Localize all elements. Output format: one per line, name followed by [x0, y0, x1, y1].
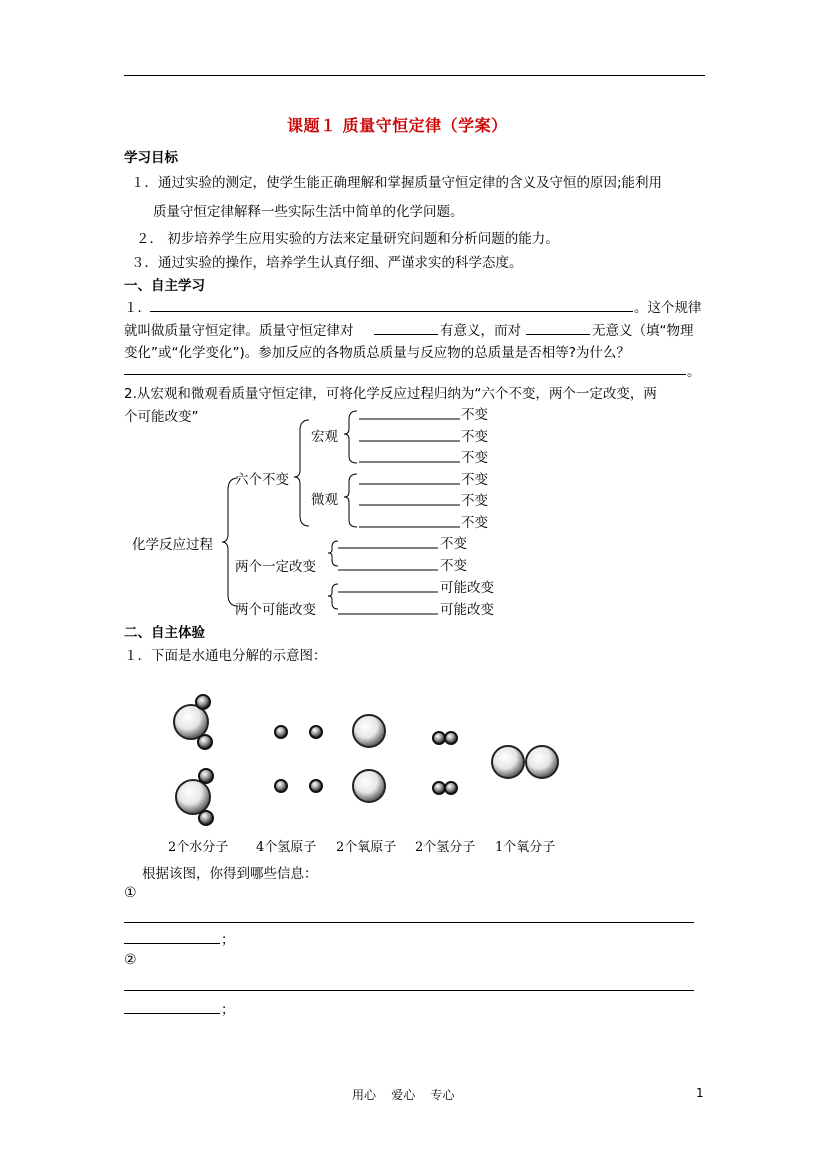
must-1-unchanged: 不变 [440, 536, 467, 552]
answer-1-line-2[interactable] [124, 943, 220, 944]
s2-q1: １．下面是水通电分解的示意图： [124, 648, 327, 664]
diagram-two-must-label: 两个一定改变 [235, 559, 316, 575]
answer-1-line-1[interactable] [124, 922, 694, 923]
hydrogen-molecules [433, 732, 457, 794]
page-number: 1 [696, 1086, 704, 1100]
objective-1-line-2: 质量守恒定律解释一些实际生活中简单的化学问题。 [153, 204, 464, 220]
water-molecule-1 [174, 695, 212, 749]
q2-line-2: 个可能改变” [124, 409, 199, 425]
diagram-six-label: 六个不变 [235, 472, 289, 488]
answer-marker-2: ② [124, 952, 137, 968]
header-rule [124, 75, 705, 76]
caption-h-molecules: 2个氢分子 [415, 840, 476, 855]
diagram-root-label: 化学反应过程 [132, 537, 213, 553]
q1-blank-chemical[interactable] [526, 334, 590, 335]
micro-2-unchanged: 不变 [461, 493, 488, 509]
q1-line-3: 变化”或“化学变化”)。参加反应的各物质总质量与反应物的总质量是否相等?为什么？ [124, 345, 630, 361]
answer-2-line-2[interactable] [124, 1013, 220, 1014]
brace-micro [344, 474, 357, 527]
objective-3: ３．通过实验的操作，培养学生认真仔细、严谨求实的科学态度。 [131, 255, 523, 271]
micro-3-unchanged: 不变 [461, 515, 488, 531]
oxygen-atoms [353, 715, 385, 802]
diagram-macro-label: 宏观 [311, 429, 338, 445]
answer-2-semicolon: ； [221, 1002, 235, 1018]
must-2-unchanged: 不变 [440, 558, 467, 574]
objectives-heading: 学习目标 [124, 150, 178, 166]
answer-2-line-1[interactable] [124, 990, 694, 991]
footer-motto: 用心 爱心 专心 [352, 1088, 455, 1102]
objective-2: ２． 初步培养学生应用实验的方法来定量研究问题和分析问题的能力。 [136, 231, 559, 247]
macro-3-unchanged: 不变 [461, 450, 488, 466]
brace-root [222, 478, 238, 606]
q1-suffix: 。这个规律 [634, 300, 702, 316]
caption-o-atoms: 2个氧原子 [336, 840, 397, 855]
q1-answer-line[interactable] [124, 374, 686, 375]
may-2-may-change: 可能改变 [440, 602, 494, 618]
section-1-heading: 一、自主学习 [124, 278, 205, 294]
s2-prompt: 根据该图，你得到哪些信息： [142, 866, 318, 882]
q1-line-2a: 就叫做质量守恒定律。质量守恒定律对 [124, 323, 354, 339]
brace-two-must [328, 541, 338, 566]
brace-macro [344, 411, 357, 463]
section-2-heading: 二、自主体验 [124, 625, 205, 641]
oxygen-molecule [492, 746, 558, 778]
macro-2-unchanged: 不变 [461, 429, 488, 445]
diagram-micro-label: 微观 [311, 492, 338, 508]
brace-two-may [328, 584, 338, 609]
answer-1-semicolon: ； [221, 932, 235, 948]
hydrogen-atoms [275, 726, 322, 792]
q1-prefix: １． [124, 300, 151, 316]
diagram-two-may-label: 两个可能改变 [235, 602, 316, 618]
caption-o-molecule: 1个氧分子 [495, 840, 556, 855]
caption-h-atoms: 4个氢原子 [256, 840, 317, 855]
page-title: 课题１ 质量守恒定律（学案） [287, 116, 508, 135]
q1-blank-physical[interactable] [374, 334, 438, 335]
q1-line-4-end: 。 [687, 364, 701, 380]
q1-line-2b: 有意义，而对 [440, 323, 521, 339]
brace-six [294, 420, 309, 526]
micro-1-unchanged: 不变 [461, 472, 488, 488]
water-molecule-2 [176, 769, 213, 825]
may-1-may-change: 可能改变 [440, 580, 494, 596]
answer-marker-1: ① [124, 885, 137, 901]
macro-1-unchanged: 不变 [461, 407, 488, 423]
q1-line-2c: 无意义（填“物理 [592, 323, 694, 339]
q2-line-1: 2.从宏观和微观看质量守恒定律，可将化学反应过程归纳为“六个不变，两个一定改变，两 [124, 386, 657, 402]
q1-blank-1[interactable] [150, 311, 633, 312]
objective-1-line-1: １．通过实验的测定，使学生能正确理解和掌握质量守恒定律的含义及守恒的原因;能利用 [131, 175, 663, 191]
caption-water: 2个水分子 [168, 840, 229, 855]
